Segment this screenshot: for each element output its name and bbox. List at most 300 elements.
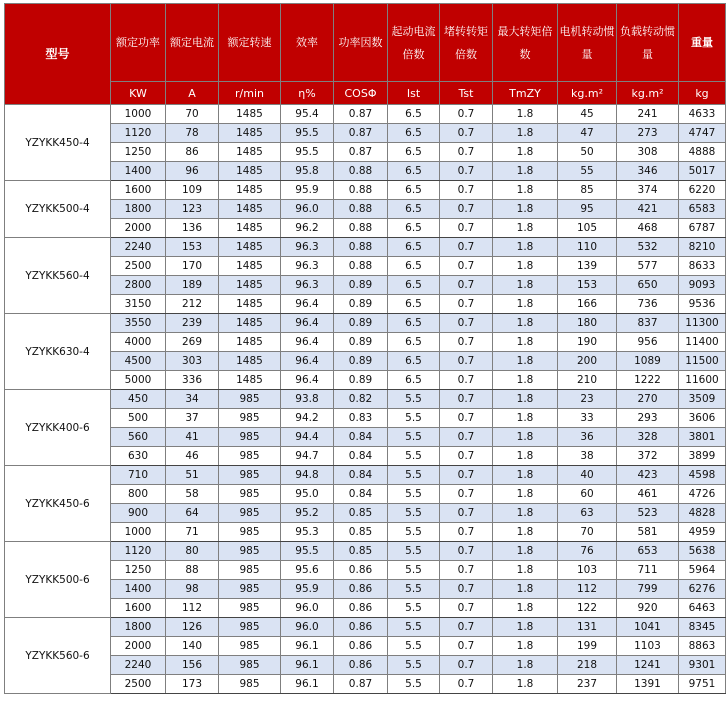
table-row xyxy=(5,675,726,694)
data-cell: 1.8 xyxy=(493,219,558,238)
data-cell: 1.8 xyxy=(493,599,558,618)
data-cell: 1.8 xyxy=(493,618,558,637)
table-row xyxy=(5,371,726,390)
data-cell: 0.7 xyxy=(440,200,493,219)
data-cell: 239 xyxy=(166,314,219,333)
data-cell: 4828 xyxy=(679,504,726,523)
data-cell: 58 xyxy=(166,485,219,504)
table-row xyxy=(5,447,726,466)
table-row xyxy=(5,561,726,580)
data-cell: 1241 xyxy=(617,656,679,675)
data-cell: 5.5 xyxy=(388,409,440,428)
data-cell: 96.1 xyxy=(281,637,334,656)
table-row xyxy=(5,485,726,504)
data-cell: 1.8 xyxy=(493,257,558,276)
data-cell: 630 xyxy=(111,447,166,466)
data-cell: 577 xyxy=(617,257,679,276)
col-header: 额定转速 xyxy=(219,4,281,82)
data-cell: 6787 xyxy=(679,219,726,238)
data-cell: 96.1 xyxy=(281,656,334,675)
model-cell: YZYKK500-6 xyxy=(5,542,111,618)
table-row xyxy=(5,523,726,542)
data-cell: 0.7 xyxy=(440,466,493,485)
data-cell: 50 xyxy=(558,143,617,162)
unit-header: Ist xyxy=(388,82,440,105)
data-cell: 985 xyxy=(219,523,281,542)
col-header: 效率 xyxy=(281,4,334,82)
data-cell: 3801 xyxy=(679,428,726,447)
data-cell: 1.8 xyxy=(493,580,558,599)
data-cell: 6.5 xyxy=(388,371,440,390)
data-cell: 421 xyxy=(617,200,679,219)
data-cell: 70 xyxy=(558,523,617,542)
data-cell: 270 xyxy=(617,390,679,409)
data-cell: 372 xyxy=(617,447,679,466)
table-row xyxy=(5,352,726,371)
model-cell: YZYKK560-4 xyxy=(5,238,111,314)
data-cell: 560 xyxy=(111,428,166,447)
data-cell: 1.8 xyxy=(493,238,558,257)
data-cell: 0.7 xyxy=(440,276,493,295)
data-cell: 985 xyxy=(219,675,281,694)
data-cell: 212 xyxy=(166,295,219,314)
table-row xyxy=(5,504,726,523)
data-cell: 985 xyxy=(219,466,281,485)
data-cell: 1400 xyxy=(111,162,166,181)
data-cell: 336 xyxy=(166,371,219,390)
data-cell: 5.5 xyxy=(388,447,440,466)
data-cell: 1485 xyxy=(219,371,281,390)
data-cell: 1485 xyxy=(219,219,281,238)
data-cell: 109 xyxy=(166,181,219,200)
data-cell: 94.8 xyxy=(281,466,334,485)
data-cell: 95.8 xyxy=(281,162,334,181)
data-cell: 0.7 xyxy=(440,257,493,276)
table-row xyxy=(5,276,726,295)
data-cell: 86 xyxy=(166,143,219,162)
data-cell: 0.87 xyxy=(334,124,388,143)
data-cell: 736 xyxy=(617,295,679,314)
data-cell: 799 xyxy=(617,580,679,599)
data-cell: 0.7 xyxy=(440,656,493,675)
header-row-units xyxy=(5,82,726,105)
data-cell: 500 xyxy=(111,409,166,428)
data-cell: 985 xyxy=(219,599,281,618)
data-cell: 8863 xyxy=(679,637,726,656)
data-cell: 0.89 xyxy=(334,276,388,295)
data-cell: 1485 xyxy=(219,124,281,143)
data-cell: 5.5 xyxy=(388,656,440,675)
data-cell: 269 xyxy=(166,333,219,352)
data-cell: 3606 xyxy=(679,409,726,428)
data-cell: 293 xyxy=(617,409,679,428)
table-header xyxy=(5,4,726,105)
data-cell: 95.5 xyxy=(281,143,334,162)
data-cell: 5017 xyxy=(679,162,726,181)
data-cell: 5.5 xyxy=(388,637,440,656)
data-cell: 711 xyxy=(617,561,679,580)
data-cell: 64 xyxy=(166,504,219,523)
data-cell: 1.8 xyxy=(493,371,558,390)
data-cell: 153 xyxy=(558,276,617,295)
data-cell: 1.8 xyxy=(493,314,558,333)
data-cell: 303 xyxy=(166,352,219,371)
data-cell: 985 xyxy=(219,542,281,561)
unit-header: Tst xyxy=(440,82,493,105)
table-row xyxy=(5,143,726,162)
data-cell: 5.5 xyxy=(388,580,440,599)
data-cell: 190 xyxy=(558,333,617,352)
data-cell: 94.4 xyxy=(281,428,334,447)
data-cell: 273 xyxy=(617,124,679,143)
data-cell: 6.5 xyxy=(388,333,440,352)
data-cell: 0.84 xyxy=(334,447,388,466)
data-cell: 1.8 xyxy=(493,504,558,523)
unit-header: kg.m² xyxy=(617,82,679,105)
data-cell: 0.87 xyxy=(334,143,388,162)
data-cell: 6.5 xyxy=(388,200,440,219)
data-cell: 95.2 xyxy=(281,504,334,523)
col-header: 电机转动惯量 xyxy=(558,4,617,82)
data-cell: 96.0 xyxy=(281,599,334,618)
data-cell: 0.7 xyxy=(440,675,493,694)
data-cell: 1600 xyxy=(111,181,166,200)
col-header: 功率因数 xyxy=(334,4,388,82)
data-cell: 0.86 xyxy=(334,580,388,599)
data-cell: 1.8 xyxy=(493,523,558,542)
data-cell: 1103 xyxy=(617,637,679,656)
model-cell: YZYKK450-6 xyxy=(5,466,111,542)
data-cell: 0.89 xyxy=(334,295,388,314)
data-cell: 189 xyxy=(166,276,219,295)
data-cell: 0.88 xyxy=(334,219,388,238)
col-header: 负载转动惯量 xyxy=(617,4,679,82)
data-cell: 1041 xyxy=(617,618,679,637)
data-cell: 374 xyxy=(617,181,679,200)
data-cell: 985 xyxy=(219,561,281,580)
table-row xyxy=(5,390,726,409)
data-cell: 523 xyxy=(617,504,679,523)
data-cell: 122 xyxy=(558,599,617,618)
data-cell: 6.5 xyxy=(388,181,440,200)
data-cell: 2240 xyxy=(111,238,166,257)
unit-header: η% xyxy=(281,82,334,105)
data-cell: 0.7 xyxy=(440,523,493,542)
data-cell: 900 xyxy=(111,504,166,523)
data-cell: 328 xyxy=(617,428,679,447)
data-cell: 1.8 xyxy=(493,466,558,485)
data-cell: 423 xyxy=(617,466,679,485)
model-cell: YZYKK500-4 xyxy=(5,181,111,238)
motor-spec-table xyxy=(4,3,726,694)
data-cell: 95.5 xyxy=(281,124,334,143)
data-cell: 170 xyxy=(166,257,219,276)
data-cell: 1485 xyxy=(219,276,281,295)
table-row xyxy=(5,314,726,333)
data-cell: 0.88 xyxy=(334,162,388,181)
data-cell: 985 xyxy=(219,504,281,523)
data-cell: 0.7 xyxy=(440,162,493,181)
data-cell: 5.5 xyxy=(388,523,440,542)
data-cell: 0.7 xyxy=(440,352,493,371)
data-cell: 6.5 xyxy=(388,105,440,124)
data-cell: 78 xyxy=(166,124,219,143)
data-cell: 6.5 xyxy=(388,162,440,181)
col-header: 额定电流 xyxy=(166,4,219,82)
model-header: 型号 xyxy=(5,4,111,105)
data-cell: 0.86 xyxy=(334,637,388,656)
data-cell: 76 xyxy=(558,542,617,561)
table-row xyxy=(5,219,726,238)
data-cell: 0.7 xyxy=(440,295,493,314)
data-cell: 461 xyxy=(617,485,679,504)
table-row xyxy=(5,162,726,181)
data-cell: 0.7 xyxy=(440,599,493,618)
data-cell: 23 xyxy=(558,390,617,409)
data-cell: 85 xyxy=(558,181,617,200)
data-cell: 1485 xyxy=(219,143,281,162)
data-cell: 156 xyxy=(166,656,219,675)
data-cell: 96.1 xyxy=(281,675,334,694)
data-cell: 308 xyxy=(617,143,679,162)
data-cell: 0.85 xyxy=(334,504,388,523)
data-cell: 0.84 xyxy=(334,466,388,485)
data-cell: 1600 xyxy=(111,599,166,618)
col-header: 起动电流倍数 xyxy=(388,4,440,82)
data-cell: 1.8 xyxy=(493,105,558,124)
data-cell: 112 xyxy=(558,580,617,599)
model-cell: YZYKK450-4 xyxy=(5,105,111,181)
data-cell: 6583 xyxy=(679,200,726,219)
col-header: 重量 xyxy=(679,4,726,82)
data-cell: 1.8 xyxy=(493,485,558,504)
data-cell: 5000 xyxy=(111,371,166,390)
col-header: 堵转转矩倍数 xyxy=(440,4,493,82)
data-cell: 218 xyxy=(558,656,617,675)
data-cell: 1391 xyxy=(617,675,679,694)
table-row xyxy=(5,580,726,599)
data-cell: 1.8 xyxy=(493,162,558,181)
data-cell: 95.0 xyxy=(281,485,334,504)
data-cell: 105 xyxy=(558,219,617,238)
data-cell: 6.5 xyxy=(388,314,440,333)
data-cell: 88 xyxy=(166,561,219,580)
data-cell: 1.8 xyxy=(493,352,558,371)
model-cell: YZYKK630-4 xyxy=(5,314,111,390)
data-cell: 112 xyxy=(166,599,219,618)
data-cell: 3899 xyxy=(679,447,726,466)
table-row xyxy=(5,181,726,200)
data-cell: 96.3 xyxy=(281,257,334,276)
data-cell: 0.7 xyxy=(440,447,493,466)
data-cell: 0.7 xyxy=(440,409,493,428)
data-cell: 1485 xyxy=(219,200,281,219)
data-cell: 9093 xyxy=(679,276,726,295)
unit-header: COSΦ xyxy=(334,82,388,105)
data-cell: 1485 xyxy=(219,105,281,124)
data-cell: 0.89 xyxy=(334,352,388,371)
data-cell: 0.7 xyxy=(440,542,493,561)
data-cell: 1250 xyxy=(111,561,166,580)
data-cell: 2500 xyxy=(111,675,166,694)
data-cell: 0.7 xyxy=(440,390,493,409)
data-cell: 4888 xyxy=(679,143,726,162)
data-cell: 96.2 xyxy=(281,219,334,238)
data-cell: 532 xyxy=(617,238,679,257)
data-cell: 5.5 xyxy=(388,485,440,504)
data-cell: 650 xyxy=(617,276,679,295)
data-cell: 1.8 xyxy=(493,276,558,295)
data-cell: 166 xyxy=(558,295,617,314)
data-cell: 0.7 xyxy=(440,371,493,390)
data-cell: 1485 xyxy=(219,314,281,333)
data-cell: 11600 xyxy=(679,371,726,390)
data-cell: 837 xyxy=(617,314,679,333)
data-cell: 96.3 xyxy=(281,276,334,295)
data-cell: 985 xyxy=(219,485,281,504)
header-row-names xyxy=(5,4,726,82)
data-cell: 0.87 xyxy=(334,105,388,124)
data-cell: 0.83 xyxy=(334,409,388,428)
data-cell: 95.6 xyxy=(281,561,334,580)
data-cell: 5.5 xyxy=(388,675,440,694)
data-cell: 5.5 xyxy=(388,618,440,637)
table-row xyxy=(5,295,726,314)
data-cell: 4598 xyxy=(679,466,726,485)
data-cell: 1.8 xyxy=(493,143,558,162)
table-row xyxy=(5,200,726,219)
data-cell: 2000 xyxy=(111,637,166,656)
data-cell: 0.89 xyxy=(334,314,388,333)
data-cell: 33 xyxy=(558,409,617,428)
data-cell: 6.5 xyxy=(388,124,440,143)
data-cell: 0.7 xyxy=(440,105,493,124)
data-cell: 1.8 xyxy=(493,333,558,352)
data-cell: 6.5 xyxy=(388,143,440,162)
data-cell: 0.7 xyxy=(440,314,493,333)
data-cell: 0.84 xyxy=(334,428,388,447)
data-cell: 96.0 xyxy=(281,200,334,219)
data-cell: 38 xyxy=(558,447,617,466)
data-cell: 985 xyxy=(219,637,281,656)
data-cell: 1.8 xyxy=(493,124,558,143)
data-cell: 139 xyxy=(558,257,617,276)
data-cell: 4000 xyxy=(111,333,166,352)
data-cell: 1.8 xyxy=(493,447,558,466)
data-cell: 1.8 xyxy=(493,409,558,428)
data-cell: 1.8 xyxy=(493,200,558,219)
data-cell: 95.9 xyxy=(281,181,334,200)
data-cell: 1800 xyxy=(111,200,166,219)
data-cell: 6220 xyxy=(679,181,726,200)
data-cell: 985 xyxy=(219,580,281,599)
data-cell: 110 xyxy=(558,238,617,257)
data-cell: 985 xyxy=(219,390,281,409)
data-cell: 0.7 xyxy=(440,485,493,504)
data-cell: 468 xyxy=(617,219,679,238)
unit-header: kg.m² xyxy=(558,82,617,105)
col-header: 额定功率 xyxy=(111,4,166,82)
table-row xyxy=(5,105,726,124)
data-cell: 0.7 xyxy=(440,504,493,523)
data-cell: 51 xyxy=(166,466,219,485)
data-cell: 5638 xyxy=(679,542,726,561)
data-cell: 6.5 xyxy=(388,238,440,257)
data-cell: 1089 xyxy=(617,352,679,371)
table-row xyxy=(5,238,726,257)
data-cell: 3550 xyxy=(111,314,166,333)
table-row xyxy=(5,409,726,428)
table-row xyxy=(5,466,726,485)
data-cell: 1.8 xyxy=(493,675,558,694)
data-cell: 710 xyxy=(111,466,166,485)
data-cell: 0.89 xyxy=(334,371,388,390)
table-row xyxy=(5,333,726,352)
data-cell: 6276 xyxy=(679,580,726,599)
data-cell: 41 xyxy=(166,428,219,447)
table-row xyxy=(5,428,726,447)
data-cell: 96 xyxy=(166,162,219,181)
data-cell: 346 xyxy=(617,162,679,181)
data-cell: 1250 xyxy=(111,143,166,162)
data-cell: 2240 xyxy=(111,656,166,675)
data-cell: 180 xyxy=(558,314,617,333)
data-cell: 6.5 xyxy=(388,219,440,238)
data-cell: 47 xyxy=(558,124,617,143)
data-cell: 241 xyxy=(617,105,679,124)
table-row xyxy=(5,124,726,143)
data-cell: 55 xyxy=(558,162,617,181)
data-cell: 1000 xyxy=(111,523,166,542)
data-cell: 0.7 xyxy=(440,238,493,257)
unit-header: KW xyxy=(111,82,166,105)
data-cell: 653 xyxy=(617,542,679,561)
data-cell: 985 xyxy=(219,409,281,428)
data-cell: 1400 xyxy=(111,580,166,599)
data-cell: 63 xyxy=(558,504,617,523)
data-cell: 1.8 xyxy=(493,295,558,314)
data-cell: 0.86 xyxy=(334,656,388,675)
data-cell: 4633 xyxy=(679,105,726,124)
data-cell: 6.5 xyxy=(388,276,440,295)
data-cell: 0.7 xyxy=(440,618,493,637)
data-cell: 4959 xyxy=(679,523,726,542)
data-cell: 1485 xyxy=(219,257,281,276)
data-cell: 200 xyxy=(558,352,617,371)
data-cell: 5.5 xyxy=(388,466,440,485)
data-cell: 1485 xyxy=(219,352,281,371)
data-cell: 6.5 xyxy=(388,257,440,276)
data-cell: 131 xyxy=(558,618,617,637)
data-cell: 1485 xyxy=(219,333,281,352)
data-cell: 5.5 xyxy=(388,561,440,580)
data-cell: 5.5 xyxy=(388,542,440,561)
data-cell: 5.5 xyxy=(388,390,440,409)
data-cell: 199 xyxy=(558,637,617,656)
table-row xyxy=(5,656,726,675)
data-cell: 0.88 xyxy=(334,181,388,200)
data-cell: 4747 xyxy=(679,124,726,143)
data-cell: 920 xyxy=(617,599,679,618)
data-cell: 8345 xyxy=(679,618,726,637)
data-cell: 2000 xyxy=(111,219,166,238)
data-cell: 0.7 xyxy=(440,219,493,238)
data-cell: 94.2 xyxy=(281,409,334,428)
data-cell: 40 xyxy=(558,466,617,485)
data-cell: 0.88 xyxy=(334,238,388,257)
table-row xyxy=(5,599,726,618)
data-cell: 5.5 xyxy=(388,599,440,618)
